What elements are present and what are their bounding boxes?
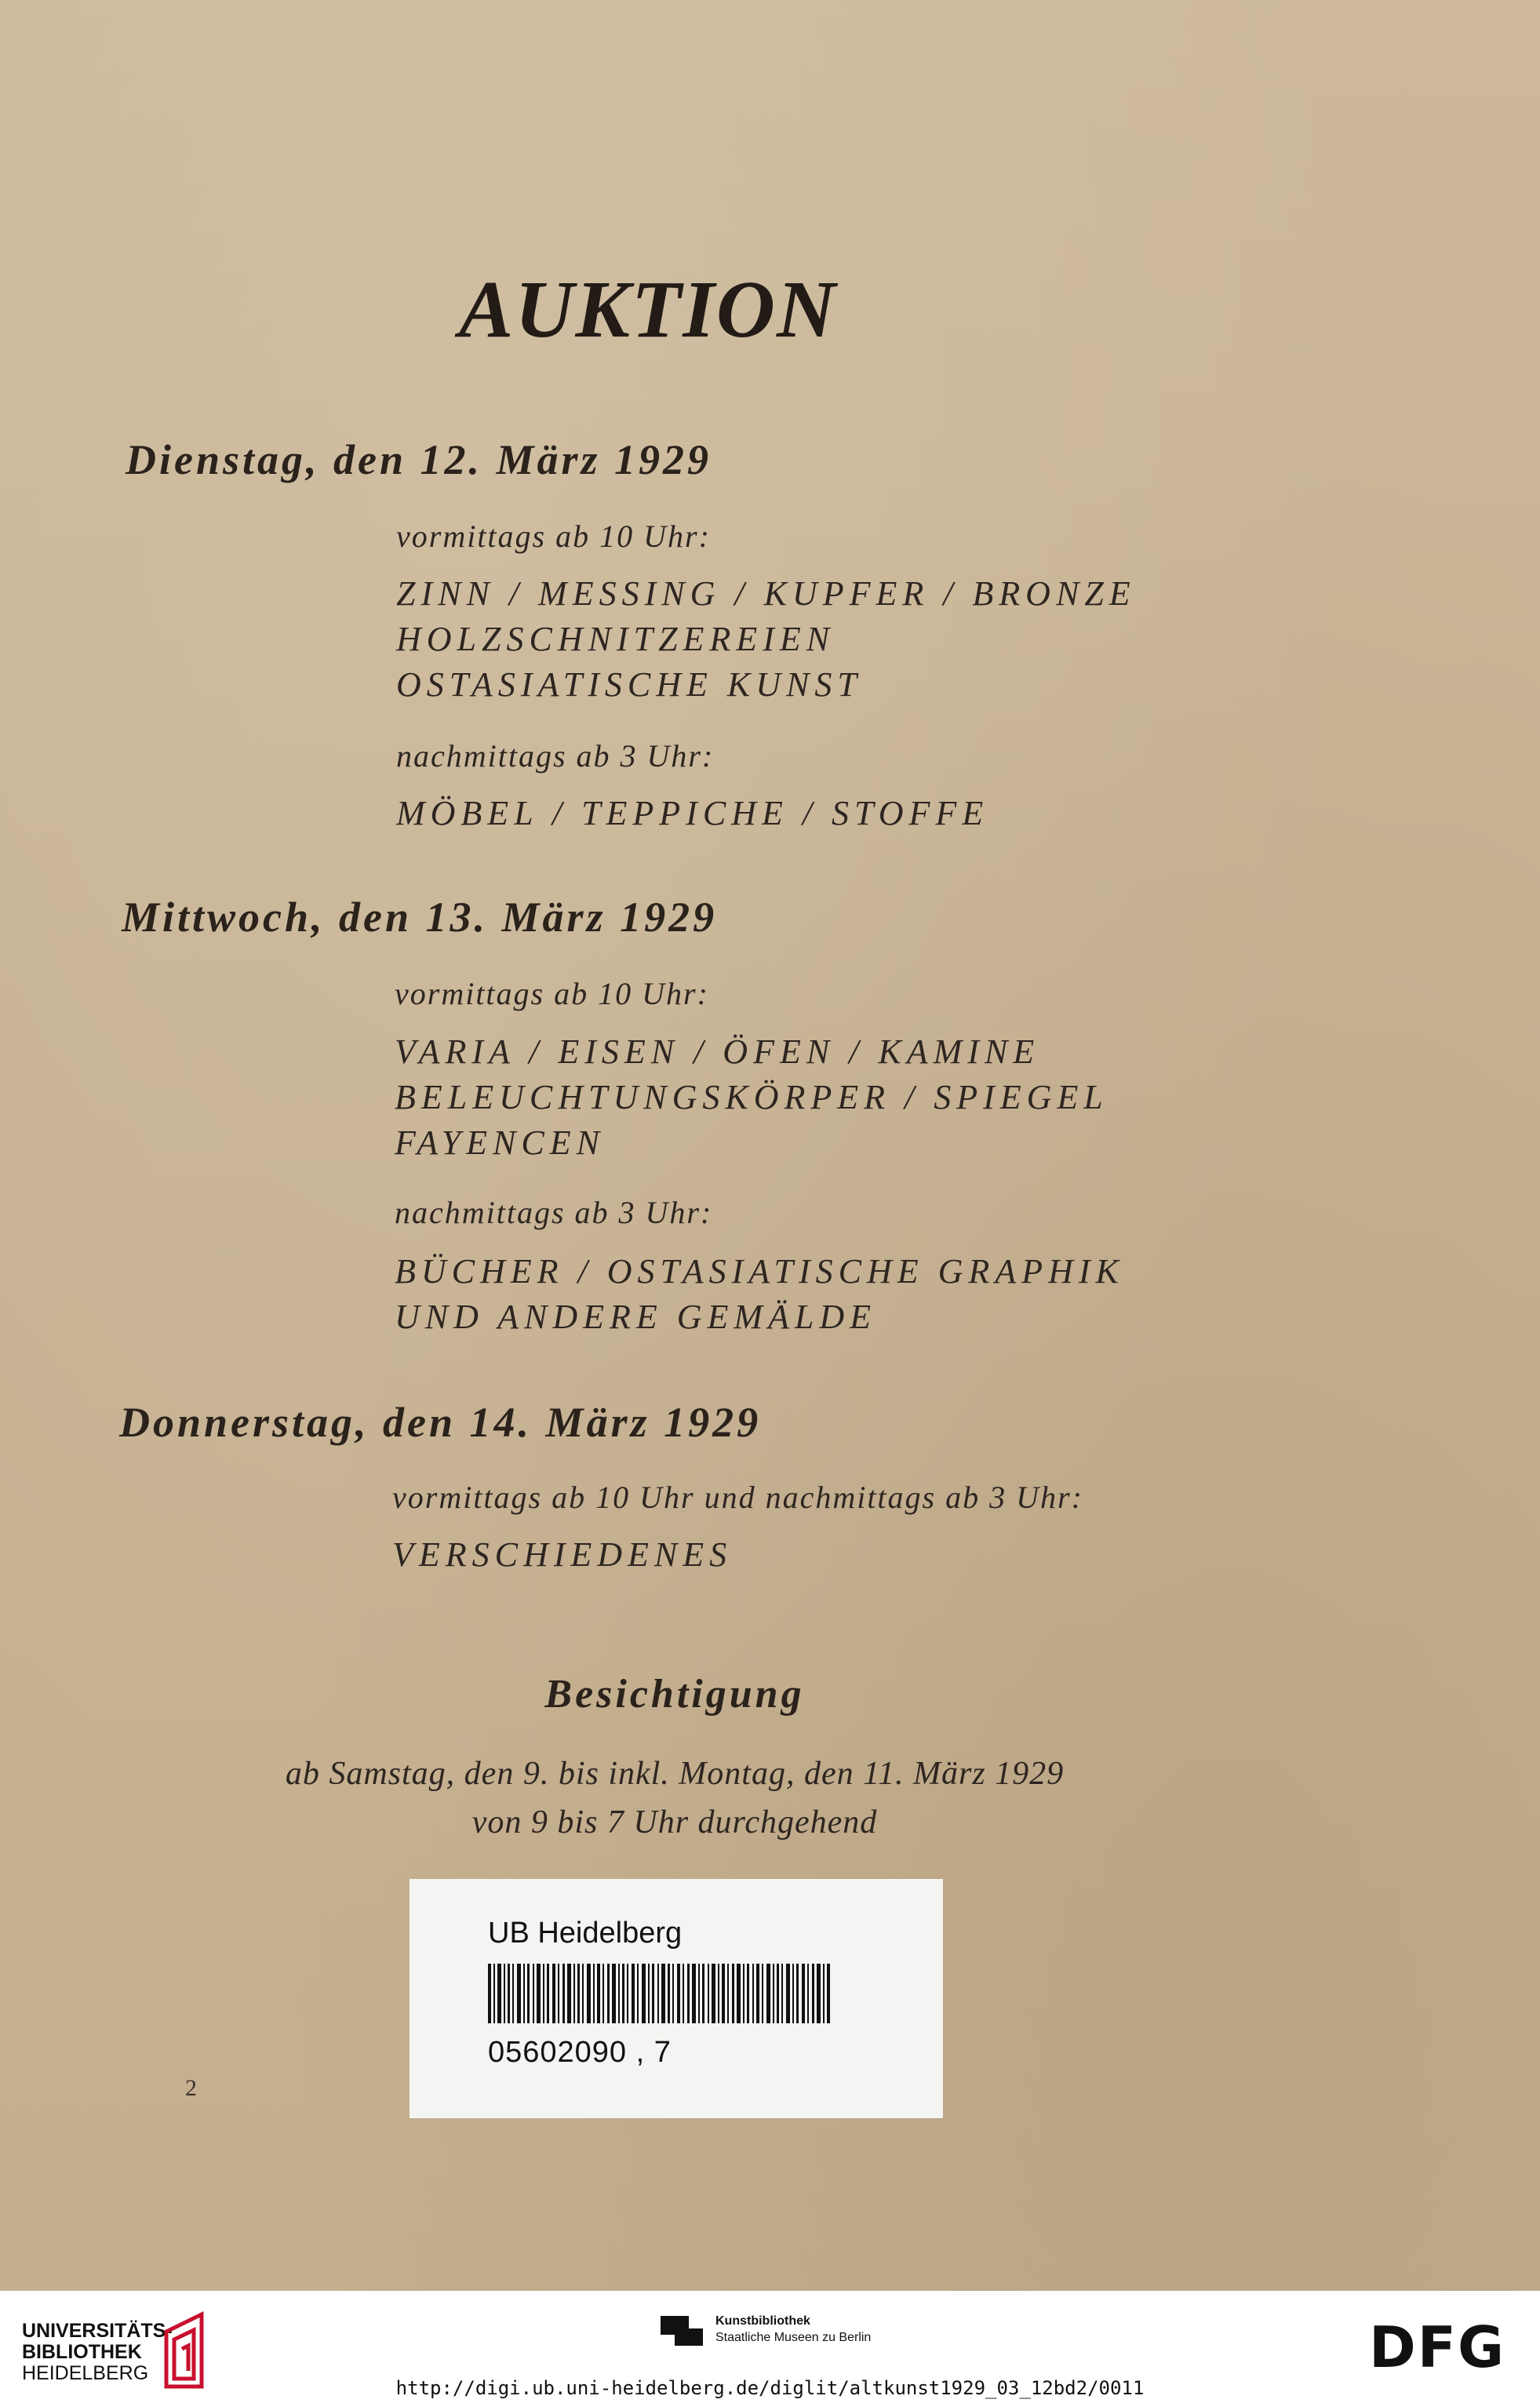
kunstbibliothek-logo-icon <box>657 2311 712 2350</box>
item-list <box>392 1532 732 1578</box>
dfg-logo: DFG <box>1369 2314 1506 2380</box>
source-url[interactable]: http://digi.ub.uni-heidelberg.de/diglit/altkunst1929_03_12bd2/0011 <box>395 2377 1145 2399</box>
day-heading-thursday: Donnerstag, den 14. März 1929 <box>119 1399 762 1446</box>
kunstbibliothek-text <box>715 2313 871 2346</box>
time-label: vormittags ab 10 Uhr: <box>395 976 709 1011</box>
page-title: AUKTION <box>459 264 838 355</box>
viewing-line: ab Samstag, den 9. bis inkl. Montag, den 11. März 1929 <box>285 1756 1065 1792</box>
barcode-icon <box>488 1964 833 2023</box>
viewing-heading: Besichtigung <box>544 1672 805 1717</box>
university-library-logo-text <box>22 2321 173 2384</box>
kb-line: Kunstbibliothek <box>715 2314 810 2328</box>
uni-line: BIBLIOTHEK <box>22 2341 142 2363</box>
item-line: UND ANDERE GEMÄLDE <box>395 1298 877 1336</box>
item-list <box>395 1029 1109 1166</box>
day-heading-tuesday: Dienstag, den 12. März 1929 <box>126 436 712 483</box>
item-line: FAYENCEN <box>395 1123 605 1162</box>
day-heading-wednesday: Mittwoch, den 13. März 1929 <box>122 894 718 941</box>
item-line: ZINN / MESSING / KUPFER / BRONZE <box>396 574 1136 613</box>
item-line: VARIA / EISEN / ÖFEN / KAMINE <box>395 1032 1040 1071</box>
library-label <box>410 1879 943 2118</box>
viewing-text <box>0 1749 1349 1847</box>
item-line: HOLZSCHNITZEREIEN <box>396 620 836 658</box>
uni-line: HEIDELBERG <box>22 2362 149 2384</box>
item-line: BELEUCHTUNGSKÖRPER / SPIEGEL <box>395 1078 1109 1116</box>
item-line: VERSCHIEDENES <box>392 1535 733 1574</box>
page-number: 2 <box>185 2075 197 2101</box>
item-line: BÜCHER / OSTASIATISCHE GRAPHIK <box>395 1252 1124 1291</box>
item-line: OSTASIATISCHE KUNST <box>396 665 862 704</box>
item-list <box>395 1249 1124 1340</box>
time-label: vormittags ab 10 Uhr und nachmittags ab 3 Uhr: <box>392 1480 1083 1515</box>
item-line: MÖBEL / TEPPICHE / STOFFE <box>396 794 989 832</box>
barcode-number: 05602090 , 7 <box>488 2036 672 2069</box>
viewing-line: von 9 bis 7 Uhr durchgehend <box>471 1804 878 1840</box>
time-label: nachmittags ab 3 Uhr: <box>395 1195 713 1230</box>
footer-bar <box>0 2291 1540 2403</box>
time-label: vormittags ab 10 Uhr: <box>396 519 711 554</box>
library-name: UB Heidelberg <box>488 1917 683 1950</box>
item-list <box>396 791 988 836</box>
uni-line: UNIVERSITÄTS- <box>22 2320 173 2342</box>
kb-line: Staatliche Museen zu Berlin <box>715 2331 872 2344</box>
time-label: nachmittags ab 3 Uhr: <box>396 738 715 774</box>
item-list <box>396 571 1136 708</box>
